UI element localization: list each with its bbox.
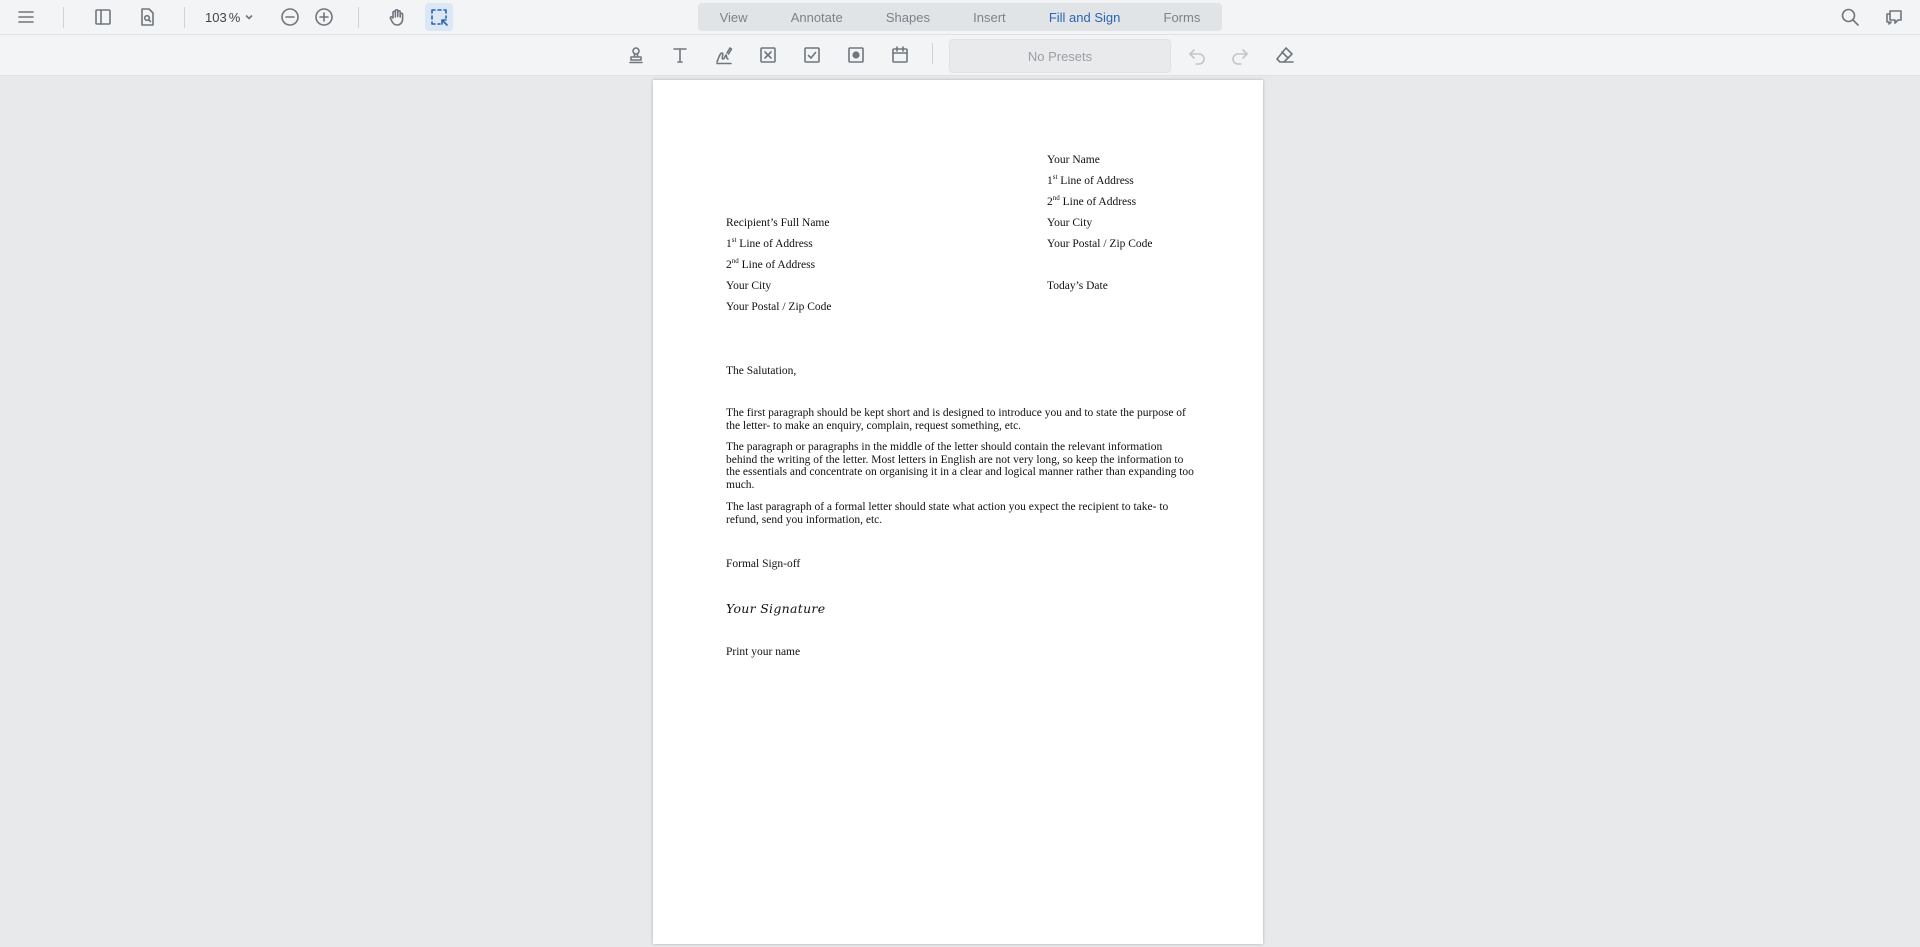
document-search-button[interactable]: [133, 3, 161, 31]
check-mark-icon: [802, 45, 822, 65]
recipient-address-line-1: 1st Line of Address: [726, 236, 813, 250]
stamp-tool-button[interactable]: [622, 41, 650, 69]
eraser-button[interactable]: [1271, 41, 1299, 69]
recipient-address-line-2: 2nd Line of Address: [726, 257, 816, 271]
text-tool-button[interactable]: [666, 41, 694, 69]
dot-tool-button[interactable]: [842, 41, 870, 69]
zoom-in-icon: [314, 7, 334, 27]
ribbon-tabs: [698, 3, 1222, 31]
zoom-out-button[interactable]: [276, 3, 304, 31]
tab-fill-and-sign[interactable]: Fill and Sign: [1048, 9, 1121, 25]
separator: [63, 7, 64, 28]
search-icon: [1840, 7, 1860, 27]
letter-date: Today’s Date: [1047, 280, 1108, 292]
sidebar-toggle-icon: [93, 7, 113, 27]
marquee-select-icon: [429, 7, 449, 27]
sender-address-line-1: 1st Line of Address: [1047, 173, 1134, 187]
menu-button[interactable]: [12, 3, 40, 31]
separator: [184, 7, 185, 28]
tab-annotate[interactable]: Annotate: [790, 9, 843, 25]
zoom-out-icon: [280, 7, 300, 27]
comments-button[interactable]: [1880, 3, 1908, 31]
signature-text: Your Signature: [726, 601, 826, 616]
recipient-name: Recipient’s Full Name: [726, 217, 830, 229]
sender-city: Your City: [1047, 217, 1093, 229]
signature-tool-button[interactable]: [710, 41, 738, 69]
text-icon: [670, 45, 690, 65]
presets-dropdown[interactable]: No Presets: [949, 39, 1171, 73]
eraser-icon: [1275, 45, 1295, 65]
undo-icon: [1187, 45, 1207, 65]
tab-forms[interactable]: Forms: [1163, 9, 1201, 25]
paragraph-closing: The last paragraph of a formal letter should state what action you expect the recipient to take- to refund, send you information, etc.: [726, 501, 1169, 526]
sender-postal-code: Your Postal / Zip Code: [1047, 238, 1153, 250]
signature-icon: [714, 45, 734, 65]
zoom-value: 103: [205, 9, 227, 25]
recipient-city: Your City: [726, 280, 772, 292]
zoom-level-dropdown[interactable]: [205, 5, 263, 29]
dot-icon: [846, 45, 866, 65]
redo-button[interactable]: [1226, 41, 1254, 69]
sender-name: Your Name: [1047, 154, 1100, 166]
top-header-bar: [0, 0, 1920, 35]
salutation: The Salutation,: [726, 365, 797, 377]
comments-icon: [1884, 7, 1904, 27]
menu-icon: [16, 7, 36, 27]
separator: [358, 7, 359, 28]
recipient-postal-code: Your Postal / Zip Code: [726, 301, 832, 313]
printed-name: Print your name: [726, 646, 801, 658]
tab-view[interactable]: View: [719, 9, 748, 25]
pan-hand-icon: [387, 7, 407, 27]
fill-and-sign-toolbar: [0, 35, 1920, 76]
search-button[interactable]: [1836, 3, 1864, 31]
calendar-tool-button[interactable]: [886, 41, 914, 69]
marquee-select-button[interactable]: [425, 3, 453, 31]
sender-address-line-2: 2nd Line of Address: [1047, 194, 1137, 208]
separator: [932, 43, 933, 64]
tab-shapes[interactable]: Shapes: [885, 9, 930, 25]
tab-insert[interactable]: Insert: [973, 9, 1006, 25]
document-search-icon: [137, 7, 157, 27]
cross-mark-tool-button[interactable]: [754, 41, 782, 69]
cross-mark-icon: [758, 45, 778, 65]
toggle-sidebar-button[interactable]: [89, 3, 117, 31]
paragraph-middle: The paragraph or paragraphs in the middle of the letter should contain the relevant information behind the writing of the letter. Most letters in English are not very long, so keep the information to the essentials and concentrate on organising it in a clear and logical manner rather than expanding too much.: [726, 441, 1194, 491]
calendar-icon: [890, 45, 910, 65]
formal-sign-off: Formal Sign-off: [726, 558, 801, 570]
zoom-in-button[interactable]: [310, 3, 338, 31]
paragraph-intro: The first paragraph should be kept short and is designed to introduce you and to state the purpose of the letter- to make an enquiry, complain, request something, etc.: [726, 407, 1186, 432]
redo-icon: [1230, 45, 1250, 65]
pan-tool-button[interactable]: [383, 3, 411, 31]
zoom-unit: %: [228, 9, 241, 25]
stamp-icon: [626, 45, 646, 65]
chevron-down-icon: [244, 12, 254, 22]
check-mark-tool-button[interactable]: [798, 41, 826, 69]
undo-button[interactable]: [1183, 41, 1211, 69]
document-page[interactable]: [653, 80, 1263, 944]
